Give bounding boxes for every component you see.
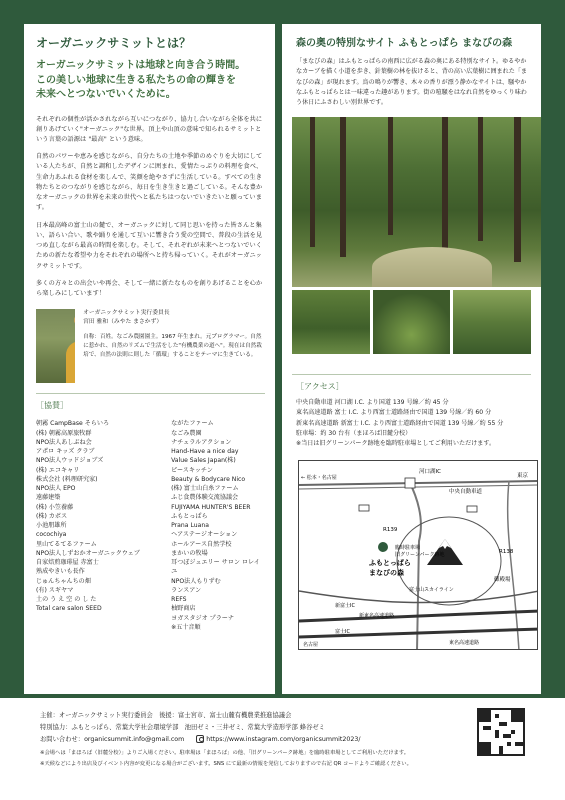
map-label: 旧グリーンパーク跡地 <box>395 551 445 558</box>
section-title-about: オーガニックサミットとは？ <box>36 36 192 50</box>
sponsor-item: (株) 富士山白糸ファーム <box>171 485 239 492</box>
sponsor-item: ふじ食農体験交流協議会 <box>171 494 239 502</box>
sponsor-item: 小池朋雄所 <box>36 522 67 529</box>
sponsor-item: ふもとっぱら <box>171 512 208 520</box>
access-item: 中央自動車道 河口湖 I.C. より国道 139 号線／約 45 分 <box>296 398 449 406</box>
sponsor-item: NPO法人あしぶね会 <box>36 438 92 446</box>
sponsor-item: 遠藤建築 <box>36 494 61 502</box>
sponsor-item: なごみ農園 <box>171 429 202 437</box>
organizer-line: 主催：オーガニックサミット実行委員会 後援：富士宮市、富士山麓有機農業推進協議会 <box>40 712 292 719</box>
sponsor-item: (株) カボス <box>36 512 68 520</box>
sponsor-item: (株) 小笠養藤 <box>36 503 74 511</box>
map-venue: まなびの森 <box>369 568 404 577</box>
site-paragraph: 「まなびの森」はふもとっぱらの南西に広がる森の奥にある特別なサイト。ゆるやかなカーブを描く小道を歩き、針葉樹の林を抜けると、背の高い広葉樹に囲まれた「まなびの森」が現れます。鳥の鳴りが響き、木々の香りが漂う静かなサイトは、騒やかなふもとっぱらとは一味違った趣があります。街の喧騒をはなれ自然をゆっくり味わう休日にふさわしい別世界です。 <box>296 58 528 107</box>
about-paragraph: 日本最高峰の富士山の麓で、オーガニックに対して同じ思いを持った皆さんと集い、語らい合い、歌や踊りを通して互いに響き合う愛の空間で、普段の生活を見つめ直しながら最高の時間を楽しむ。そして、それぞれが未来へとつないでいくための新たな希望や力をそれぞれの場所へと持ち帰っていく。それがオーガニックサミットです。 <box>36 221 263 270</box>
sponsor-item: Total care salon SEED <box>36 605 102 613</box>
fern-photo <box>373 290 451 354</box>
sponsor-item: NPO法人ウッドジョブズ <box>36 457 104 465</box>
profile-title: オーガニックサミット実行委員長 <box>83 310 170 317</box>
map-label: R138 <box>499 548 514 555</box>
access-item: ※当日は旧グリーンパーク跡地を臨時駐車場としてご利用いただけます。 <box>296 440 496 448</box>
sponsor-item: 柚野商店 <box>171 605 196 613</box>
cooperation-line: 特別協力：ふもとっぱら、常葉大学社会環境学部 池田ゼミ・三井ゼミ、常葉大学造形学部 蜂谷ゼミ <box>40 723 325 731</box>
sponsor-item: ナチュラルアクション <box>171 438 232 446</box>
map-label: 御殿場 <box>494 576 511 583</box>
sponsor-item: まかいの牧場 <box>171 549 208 557</box>
divider <box>36 393 265 394</box>
access-item: 駐車場：約 30 台有（まほろば旧麓分校） <box>296 429 412 437</box>
sponsor-item: じゅんちゃんちの畑 <box>36 577 91 585</box>
section-title-site: 森の奥の特別なサイト ふもとっぱら まなびの森 <box>296 38 513 49</box>
map-label: 富士IC <box>335 628 350 635</box>
instagram-icon <box>196 735 204 743</box>
profile-name: 宮田 雅和（みやた まさかず） <box>83 319 163 326</box>
sponsor-item: 朝霧 CampBase そらいろ <box>36 420 110 428</box>
sponsors-column-1 <box>36 419 151 632</box>
map-label: ← 松本・名古屋 <box>301 474 337 481</box>
sponsors-column-2 <box>171 419 265 632</box>
sponsor-item: 里山てるてるファーム <box>36 540 97 548</box>
right-panel <box>282 24 541 694</box>
lead-line: オーガニックサミットは地球と向き合う時間。 <box>36 60 246 71</box>
map-label: 新富士IC <box>335 602 355 609</box>
forest-photo <box>292 117 541 287</box>
sponsor-item: (株) エコキャリ <box>36 466 80 474</box>
sponsor-item: REFS <box>171 596 187 603</box>
profile-bio: 自称：百姓。なごみ農園園主。1967 年生まれ。元プログラマー。自然に惹かれ、自然のリズムで生活をした"有機農業の道へ"。現在は自然栽培で、自然の法則に則した「循環」することをテーマに生きている。 <box>83 334 262 358</box>
sponsor-item: ピースキッチン <box>171 466 213 474</box>
sponsor-item: Hand-Have a nice day <box>171 448 239 455</box>
sponsor-item: Beauty & Bodycare Nico <box>171 475 246 483</box>
instagram-url[interactable]: https://www.instagram.com/organicsummit2023/ <box>206 735 361 743</box>
chairperson-photo <box>36 309 75 383</box>
sponsor-item: ヨガスタジオ プラーナ <box>171 614 234 622</box>
map-label: 新東名高速道路 <box>359 612 395 619</box>
photo-thumbnails <box>292 290 531 354</box>
sponsor-item: 自家焙煎珈琲屋 赤富士 <box>36 559 99 566</box>
venue-note: ※会場へは「まほろば（旧麓分校）」よりご入場ください。駐車場は「まほろば」の他、「旧グリーンパーク跡地」を臨時駐車場としてご利用いただけます。 <box>40 749 410 756</box>
map-venue: ふもとっぱら <box>369 558 411 567</box>
map-svg <box>299 461 538 650</box>
sponsor-item: FUJIYAMA HUNTER'S BEER <box>171 503 251 511</box>
lead-text <box>36 59 265 103</box>
sponsor-item: ながたファーム <box>171 420 214 428</box>
sponsor-item: (株) 朝霧高原旅牧群 <box>36 429 92 437</box>
about-paragraph: 自然のパワーや恵みを感じながら、自分たちの土地や季節のめぐりを大切にしている人たちが、自然と調和したデザインに囲まれ、愛情たっぷりの料理を食べ、生命力あふれる食材を楽しんで、笑顔を絶やさずに生活している。すべての生き物たちとのつながりを感じながら、毎日を生き生きと過ごしている。そんな豊かなオーガニックの世界を未来の世代へと私たちはつないでいきたいと願っています。 <box>36 153 263 212</box>
chairperson-profile <box>36 309 265 383</box>
sponsor-item: 熟成やきいも長作 <box>36 568 85 576</box>
sponsor-item: ※五十音順 <box>171 623 201 631</box>
map-label: 河口湖IC <box>419 468 441 475</box>
footer <box>0 698 565 800</box>
weather-note: ※天候などにより出店及びイベント内容が変更になる場合がございます。SNS にて最新の情報を発信しておりますので右記 QR コードよりご確認ください。 <box>40 761 412 768</box>
lead-line: この美しい地球に生きる私たちの命の輝きを <box>36 74 236 86</box>
sponsor-item: 土の う え 空 の し た <box>36 596 97 603</box>
access-map <box>298 460 538 650</box>
sponsor-item: (有) スギヤマ <box>36 586 74 594</box>
sponsors-list <box>36 419 265 632</box>
lead-line: 未来へとつないでいくために。 <box>36 89 176 100</box>
sponsor-item: ランスアン <box>171 586 202 594</box>
sponsor-item: 株式会社 (料理研究家) <box>36 475 98 483</box>
qr-code[interactable] <box>477 708 525 756</box>
map-label: 東京 <box>517 472 529 479</box>
forest-path-photo <box>292 290 370 354</box>
instagram-link[interactable] <box>196 734 360 746</box>
map-label: 富士山スカイライン <box>409 586 454 593</box>
sponsor-item: ヘアステージオーション <box>171 531 238 539</box>
left-panel <box>24 24 275 694</box>
access-heading: ［アクセス］ <box>296 381 344 391</box>
sponsors-heading: ［協賛］ <box>36 401 68 411</box>
map-label: 名古屋 <box>303 641 319 648</box>
sponsor-item: ホールアース自然学校 <box>171 540 232 548</box>
access-item: 新東名高速道路 新富士 I.C. より西富士道路経由で国道 139 号線／約 55 分 <box>296 419 504 427</box>
access-list <box>292 398 531 450</box>
sponsor-item: cocochiya <box>36 531 67 539</box>
map-label: 臨時駐車場 <box>395 544 421 551</box>
map-label: 中央自動車道 <box>449 488 483 495</box>
sponsor-item: アポロ キッズ クラブ <box>36 448 95 455</box>
profile-text <box>75 309 265 383</box>
sponsor-item: NPO法人もりずむ <box>171 577 221 585</box>
about-paragraph: 多くの方々との出会いや再会、そして一緒に新たなものを創りあげることを心から楽しみにしています！ <box>36 279 263 298</box>
sponsor-item: Prana Luana <box>171 522 209 529</box>
access-section <box>292 374 531 650</box>
tree-photo <box>453 290 531 354</box>
sponsor-item: 耳つぼジュエリー サロン ロレイユ <box>171 559 260 576</box>
sponsor-item: Value Sales Japan(株) <box>171 457 236 465</box>
sponsor-item: NPO法人しずおかオーガニックウェブ <box>36 549 140 557</box>
contact-email[interactable]: お問い合わせ：organicsummit.info@gmail.com <box>40 735 185 743</box>
sponsor-item: NPO法人 EPO <box>36 485 76 492</box>
about-paragraph: それぞれの個性が活かされながら互いにつながり、協力し合いながら全体を共に創りあげていく"オーガニック"な世界。頂上や山頂の意味で知られるサミットという言葉の語源は "最高" という意味。 <box>36 115 263 143</box>
access-item: 東名高速道路 富士 I.C. より西富士道路経由で国道 139 号線／約 60 分 <box>296 409 492 417</box>
map-label: R139 <box>383 526 398 533</box>
contact-row <box>40 734 541 746</box>
map-label: 東名高速道路 <box>449 639 480 646</box>
